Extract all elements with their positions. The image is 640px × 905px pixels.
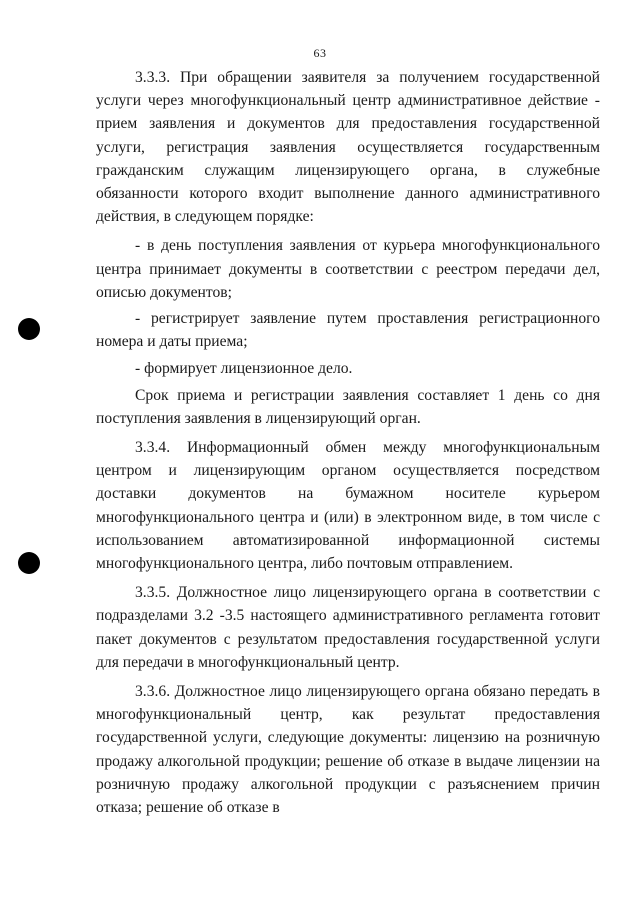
paragraph-3-3-6: 3.3.6. Должностное лицо лицензирующего органа обязано передать в многофункциональный центр, как результат предоставления государственной услуги, следующие документы: лицензию на розничную продажу алкогольной продукции; решение об отказе в выдаче лицензии на розничную продажу алкогольной продукции с разъяснением причин отказа; решение об отказе в [96, 683, 600, 817]
page-number: 63 [313, 46, 327, 60]
paragraph-3-3-4: 3.3.4. Информационный обмен между многофункциональным центром и лицензирующим органом осуществляется посредством доставки документов на бумажном носителе курьером многофункционального центра и (или) в электронном виде, в том числе с использованием автоматизированной информационной системы многофункционального центра, либо почтовым отправлением. [96, 439, 600, 573]
paragraph-registration-term: Срок приема и регистрации заявления составляет 1 день со дня поступления заявления в лицензирующий орган. [96, 386, 600, 427]
list-item-register-application: - регистрирует заявление путем проставления регистрационного номера и даты приема; [96, 310, 600, 351]
paragraph-3-3-5: 3.3.5. Должностное лицо лицензирующего органа в соответствии с подразделами 3.2 -3.5 настоящего административного регламента готовит пакет документов с результатом предоставления государственной услуги для передачи в многофункциональный центр. [96, 584, 600, 671]
list-item-form-license-file: - формирует лицензионное дело. [135, 360, 353, 378]
paragraph-3-3-3: 3.3.3. При обращении заявителя за получением государственной услуги через многофункциональный центр административное действие - прием заявления и документов для предоставления государственной услуги, регистрация заявления осуществляется государственным гражданским служащим лицензирующего органа, в служебные обязанности которого входит выполнение данного административного действия, в следующем порядке: [96, 69, 600, 226]
document-body [96, 66, 600, 819]
punch-hole [18, 318, 40, 340]
punch-hole [18, 552, 40, 574]
list-item-accept-documents: - в день поступления заявления от курьера многофункционального центра принимает документы в соответствии с реестром передачи дел, описью документов; [96, 237, 600, 301]
